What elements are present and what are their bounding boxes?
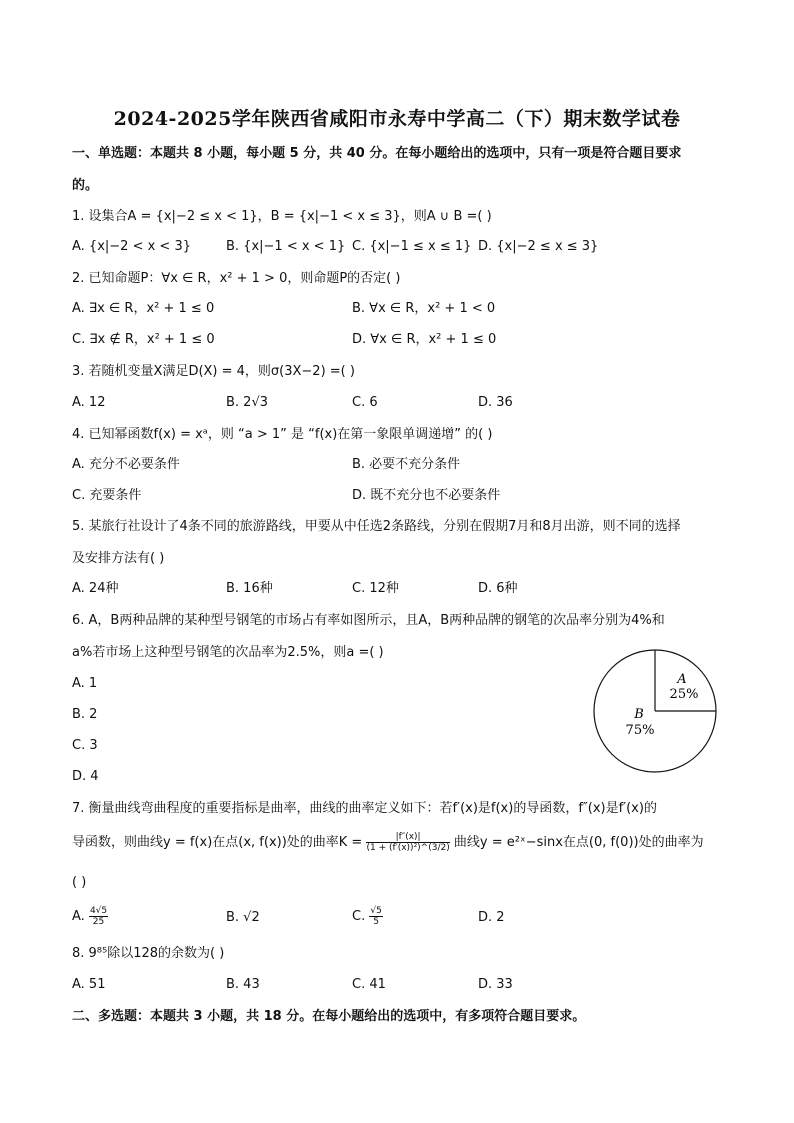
q1-option-a: A. {x|−2 < x < 3} (72, 239, 191, 254)
q7-option-c (352, 906, 383, 927)
q2-option-c: C. ∃x ∉ R，x² + 1 ≤ 0 (72, 332, 215, 347)
market-share-pie-chart (592, 648, 722, 778)
q7-stem-line1: 7. 衡量曲线弯曲程度的重要指标是曲率，曲线的曲率定义如下：若f′(x)是f(x)的导函数，f″(x)是f′(x)的 (72, 801, 657, 816)
q2-option-a: A. ∃x ∈ R，x² + 1 ≤ 0 (72, 301, 215, 316)
pie-slice-b-percent: 75% (625, 723, 655, 738)
q5-stem-line2: 及安排方法有( ) (72, 551, 165, 566)
q7-stem-line3: ( ) (72, 875, 87, 890)
q7-stem-line2-part1: 导函数，则曲线y = f(x)在点(x, f(x))处的曲率K = (72, 835, 363, 850)
section2-header: 二、多选题：本题共 3 小题，共 18 分。在每小题给出的选项中，有多项符合题目要求。 (72, 1009, 586, 1024)
q3-option-a: A. 12 (72, 395, 106, 410)
q4-option-a: A. 充分不必要条件 (72, 457, 180, 472)
q7-option-a (72, 906, 108, 927)
q2-option-b: B. ∀x ∈ R，x² + 1 < 0 (352, 301, 496, 316)
q7-option-a-denominator: 25 (92, 917, 105, 927)
q6-stem-line1: 6. A，B两种品牌的某种型号钢笔的市场占有率如图所示，且A，B两种品牌的钢笔的次品率分别为4%和 (72, 613, 665, 628)
q4-option-c: C. 充要条件 (72, 488, 142, 503)
q6-option-a: A. 1 (72, 676, 98, 691)
pie-slice-a-percent: 25% (669, 687, 699, 702)
q7-option-c-denominator: 5 (373, 917, 379, 927)
curvature-formula-fraction (366, 832, 449, 853)
q3-option-b: B. 2√3 (226, 395, 269, 410)
q7-option-d: D. 2 (478, 910, 505, 925)
q8-stem: 8. 9⁸⁵除以128的余数为( ) (72, 946, 225, 961)
q8-option-a: A. 51 (72, 977, 106, 992)
q4-stem: 4. 已知幂函数f(x) = xᵃ，则 “a > 1” 是 “f(x)在第一象限单调递增” 的( ) (72, 427, 493, 442)
pie-slice-a-name: A (677, 672, 687, 687)
q4-option-d: D. 既不充分也不必要条件 (352, 488, 501, 503)
q5-stem-line1: 5. 某旅行社设计了4条不同的旅游路线，甲要从中任选2条路线，分别在假期7月和8月出游，则不同的选择 (72, 519, 681, 534)
q6-option-c: C. 3 (72, 738, 98, 753)
q7-option-a-numerator: 4√5 (89, 906, 108, 916)
q1-option-c: C. {x|−1 ≤ x ≤ 1} (352, 239, 472, 254)
section1-header-line1: 一、单选题：本题共 8 小题，每小题 5 分，共 40 分。在每小题给出的选项中，只有一项是符合题目要求 (72, 146, 682, 161)
q7-option-c-fraction (369, 906, 382, 927)
q7-stem-line2 (72, 832, 704, 853)
q3-stem: 3. 若随机变量X满足D(X) = 4，则σ(3X−2) =( ) (72, 364, 355, 379)
q7-stem-line2-part2: 曲线y = e²ˣ−sinx在点(0, f(0))处的曲率为 (453, 835, 704, 850)
q6-option-b: B. 2 (72, 707, 98, 722)
exam-title: 2024-2025学年陕西省咸阳市永寿中学高二（下）期末数学试卷 (113, 108, 681, 130)
q7-option-a-label: A. (72, 909, 85, 924)
q7-option-c-numerator: √5 (370, 906, 382, 916)
q1-option-b: B. {x|−1 < x < 1} (226, 239, 346, 254)
pie-slice-b-name: B (634, 707, 644, 722)
q3-option-d: D. 36 (478, 395, 513, 410)
q7-option-a-fraction (89, 906, 108, 927)
q1-option-d: D. {x|−2 ≤ x ≤ 3} (478, 239, 599, 254)
q5-option-b: B. 16种 (226, 581, 273, 596)
q2-option-d: D. ∀x ∈ R，x² + 1 ≤ 0 (352, 332, 497, 347)
q8-option-d: D. 33 (478, 977, 513, 992)
q8-option-c: C. 41 (352, 977, 386, 992)
q2-stem: 2. 已知命题P：∀x ∈ R，x² + 1 > 0，则命题P的否定( ) (72, 271, 401, 286)
q5-option-d: D. 6种 (478, 581, 518, 596)
q7-option-c-label: C. (352, 909, 366, 924)
q6-option-d: D. 4 (72, 769, 99, 784)
q1-stem: 1. 设集合A = {x|−2 ≤ x < 1}，B = {x|−1 < x ≤ 3}，则A ∪ B =( ) (72, 209, 492, 224)
curvature-formula-denominator: (1 + (f′(x))²)^(3/2) (366, 843, 450, 853)
q5-option-a: A. 24种 (72, 581, 119, 596)
q7-option-b: B. √2 (226, 910, 260, 925)
curvature-formula-numerator: |f″(x)| (366, 832, 449, 843)
q5-option-c: C. 12种 (352, 581, 399, 596)
q8-option-b: B. 43 (226, 977, 260, 992)
q6-stem-line2: a%若市场上这种型号钢笔的次品率为2.5%，则a =( ) (72, 645, 384, 660)
section1-header-line2: 的。 (72, 178, 99, 193)
q3-option-c: C. 6 (352, 395, 378, 410)
q4-option-b: B. 必要不充分条件 (352, 457, 461, 472)
